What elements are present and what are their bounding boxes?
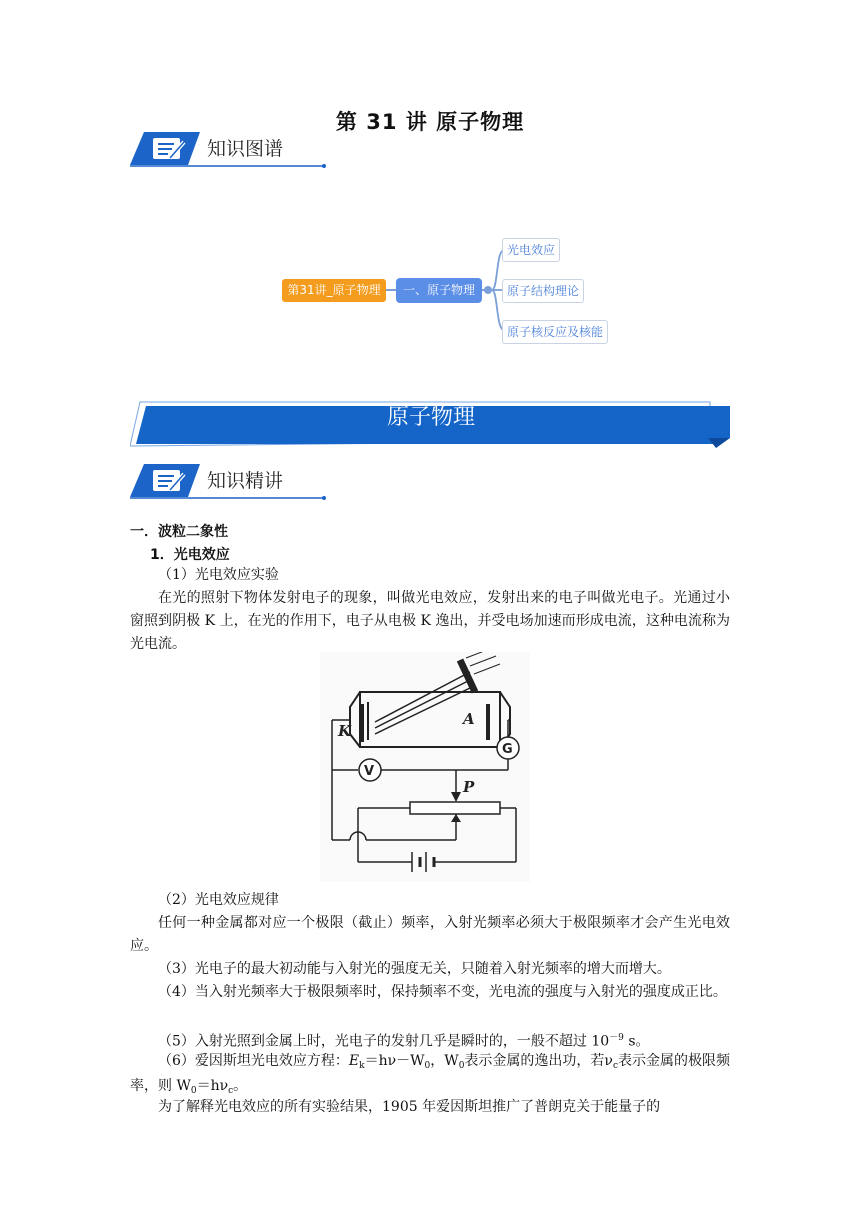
paragraph: （1）光电效应实验 — [158, 567, 279, 583]
paragraph-einstein-equation: （6）爱因斯坦光电效应方程：$E_k=h\nu-W_0$，$W_0$表示金属的逸出功，若$\nu_c$表示金属的极限频率，则 $W_0=h\nu_c$。 — [130, 1053, 731, 1096]
paragraph: 为了解释光电效应的所有实验结果，1905 年爱因斯坦推广了普朗克关于能量子的 — [158, 1099, 661, 1115]
galvanometer-label: G — [502, 742, 513, 757]
paragraph: （5）入射光照到金属上时，光电子的发射几乎是瞬时的，一般不超过 $10^{-9}$ s。 — [158, 1033, 650, 1050]
mindmap-leaf-node: 原子核反应及核能 — [502, 320, 608, 344]
section-header-knowledge-map — [130, 130, 328, 170]
heading-wave-particle: 一．波粒二象性 — [130, 524, 228, 540]
photoelectric-circuit-figure — [320, 652, 530, 882]
anode-label: A — [463, 710, 475, 728]
cathode-label: K — [338, 722, 352, 740]
mindmap-mid-node: 一、原子物理 — [396, 278, 482, 303]
banner-title: 原子物理 — [386, 405, 475, 430]
mindmap-leaf-node: 原子结构理论 — [502, 279, 584, 303]
section-label: 知识图谱 — [207, 138, 284, 160]
paragraph: （3）光电子的最大初动能与入射光的强度无关，只随着入射光频率的增大而增大。 — [158, 961, 671, 977]
section-label: 知识精讲 — [207, 470, 284, 492]
voltmeter-label: V — [364, 764, 375, 779]
paragraph: （4）当入射光频率大于极限频率时，保持频率不变，光电流的强度与入射光的强度成正比。 — [158, 984, 727, 1000]
mindmap-root-node: 第31讲_原子物理 — [282, 279, 386, 302]
paragraph: 任何一种金属都对应一个极限（截止）频率，入射光频率必须大于极限频率才会产生光电效应。 — [130, 915, 730, 954]
heading-photoelectric: 1．光电效应 — [150, 547, 230, 563]
paragraph: （2）光电效应规律 — [158, 892, 279, 908]
paragraph: 在光的照射下物体发射电子的现象，叫做光电效应，发射出来的电子叫做光电子。光通过小窗照到阴极 K 上，在光的作用下，电子从电极 K 逸出，并受电场加速而形成电流，这种电流称为光电流。 — [130, 590, 730, 652]
section-header-knowledge-explain — [130, 462, 328, 502]
page-title: 第 31 讲 原子物理 — [335, 110, 525, 134]
mindmap-leaf-node: 光电效应 — [502, 238, 560, 262]
slider-label: P — [463, 778, 475, 796]
